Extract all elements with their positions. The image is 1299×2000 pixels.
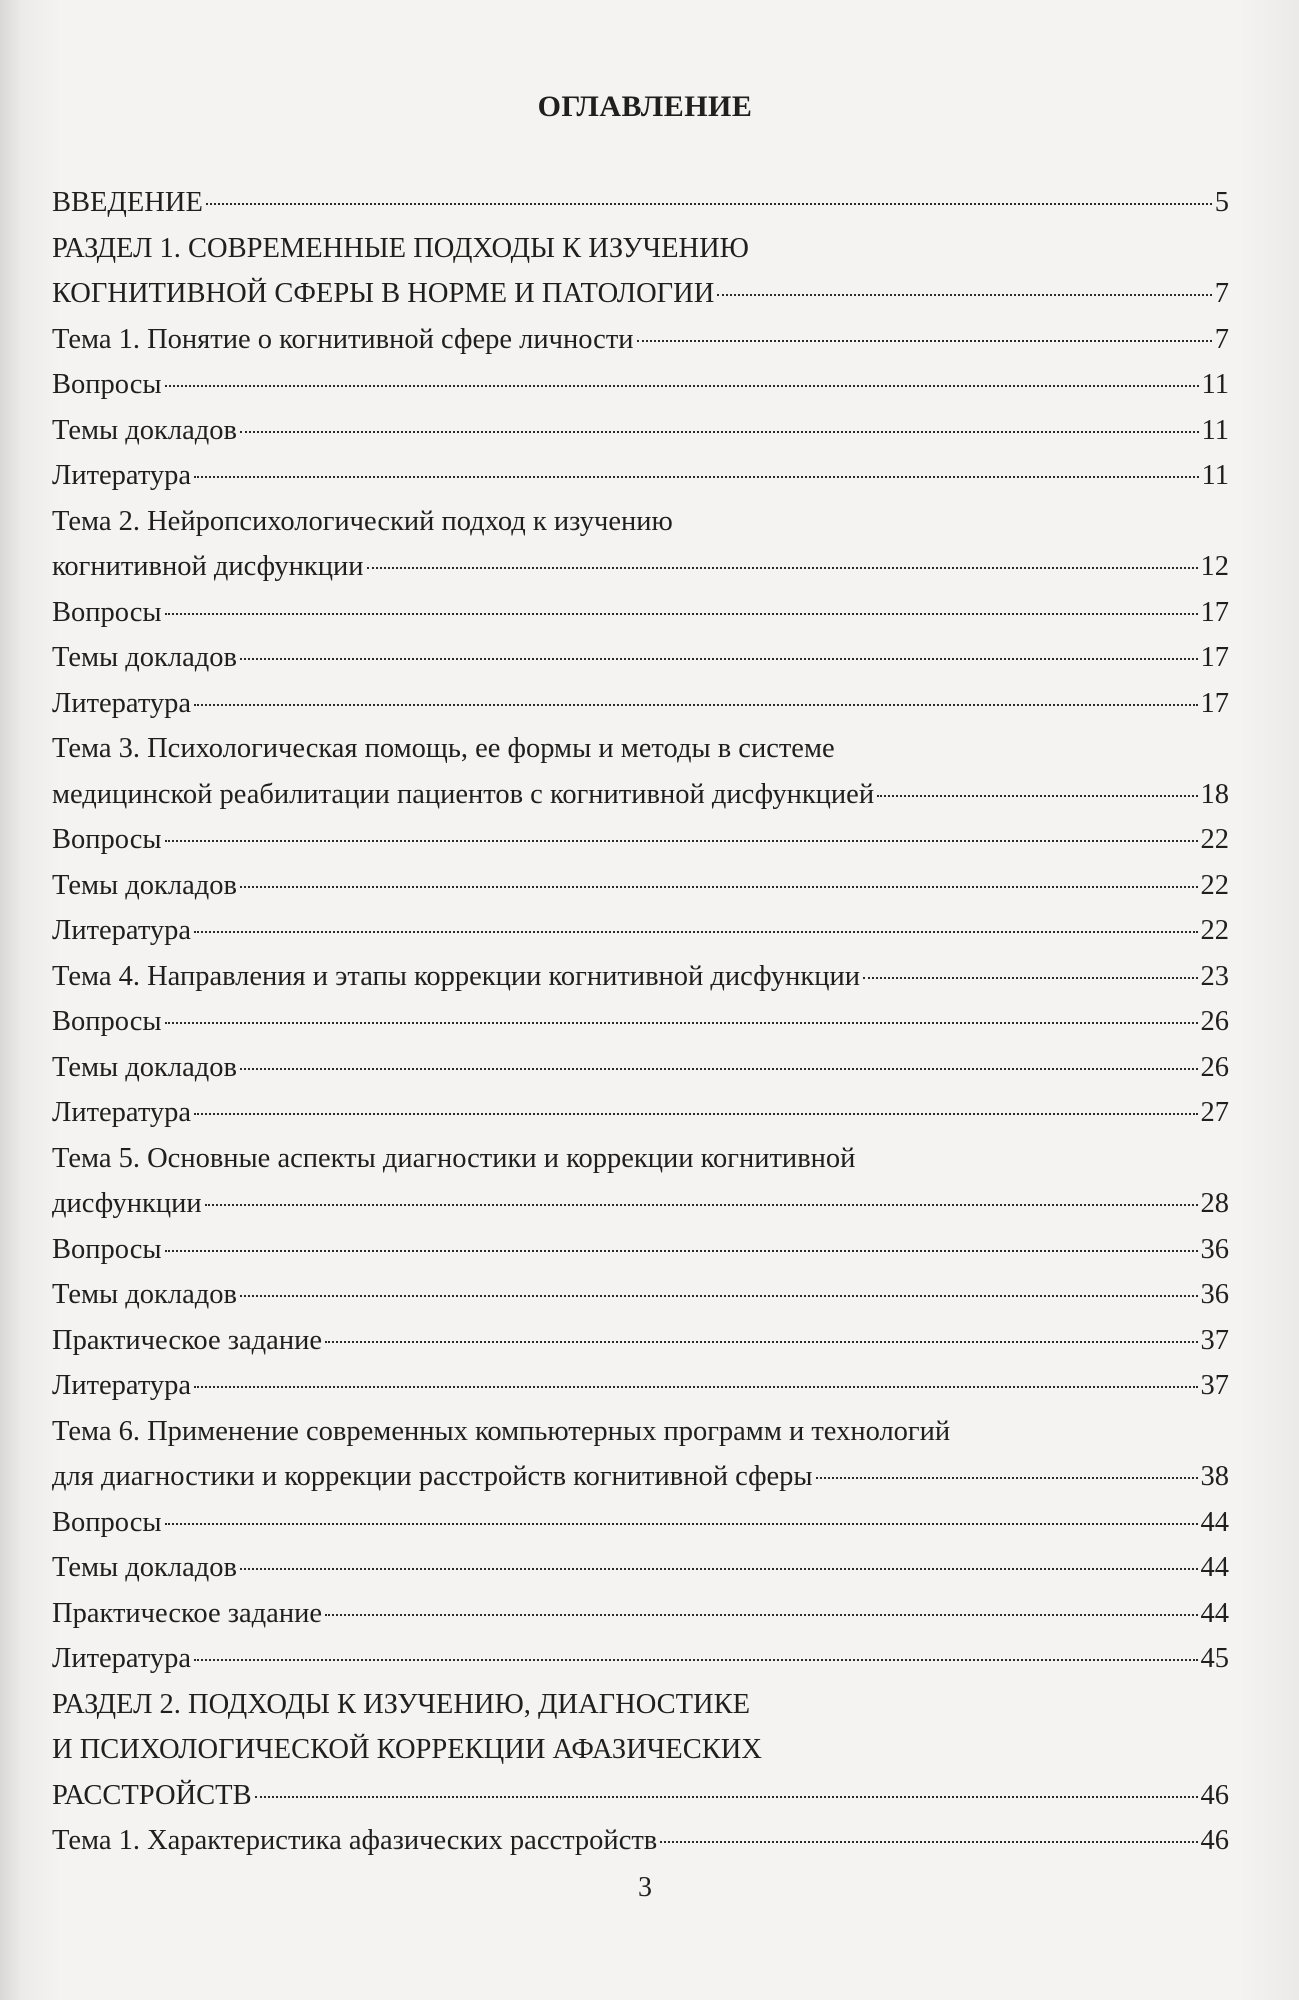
toc-entry bbox=[52, 863, 1229, 909]
toc-entry bbox=[52, 453, 1229, 499]
toc-entry-title: Литература bbox=[52, 460, 192, 491]
toc-entry-title: Темы докладов bbox=[52, 869, 237, 901]
toc-entry-title-line: Тема 6. Применение современных компьютерных программ и технологий bbox=[52, 1415, 951, 1447]
toc-entry-page: 11 bbox=[1201, 369, 1229, 400]
toc-entry-title-line: Тема 3. Психологическая помощь, ее формы и методы в системе bbox=[52, 733, 835, 764]
toc-entry bbox=[52, 408, 1229, 454]
toc-entry-title: РАССТРОЙСТВ bbox=[52, 1779, 252, 1811]
toc-entry-page: 27 bbox=[1200, 1097, 1229, 1128]
dot-leader bbox=[240, 1067, 1198, 1070]
toc-entry bbox=[52, 1090, 1229, 1136]
toc-entry-title: Темы докладов bbox=[52, 414, 237, 446]
dot-leader bbox=[206, 202, 1212, 205]
toc-entry-title-line: РАЗДЕЛ 2. ПОДХОДЫ К ИЗУЧЕНИЮ, ДИАГНОСТИКЕ bbox=[52, 1688, 751, 1720]
toc-entry-page: 44 bbox=[1200, 1597, 1229, 1629]
toc-entry-row bbox=[52, 1454, 1229, 1500]
toc-entry-page: 12 bbox=[1200, 551, 1229, 582]
toc-entry-page: 37 bbox=[1200, 1370, 1229, 1401]
toc-entry-page: 18 bbox=[1200, 778, 1229, 810]
toc-entry-page: 37 bbox=[1200, 1324, 1229, 1356]
dot-leader bbox=[165, 384, 1199, 387]
toc-entry-page: 17 bbox=[1200, 642, 1229, 673]
toc-entry-title: когнитивной дисфункции bbox=[52, 551, 364, 582]
toc-entry bbox=[52, 590, 1229, 636]
toc-entry-row bbox=[52, 1318, 1229, 1364]
toc-entry bbox=[52, 726, 1229, 817]
toc-entry bbox=[52, 635, 1229, 681]
toc-entry-page: 17 bbox=[1200, 596, 1229, 628]
toc-entry-page: 7 bbox=[1214, 323, 1229, 355]
toc-entry bbox=[52, 954, 1229, 1000]
toc-entry-title: Темы докладов bbox=[52, 1279, 237, 1310]
toc-entry-row bbox=[52, 1500, 1229, 1546]
toc-entry-row bbox=[52, 1818, 1229, 1864]
toc-entry bbox=[52, 681, 1229, 727]
toc-entry-row bbox=[52, 1181, 1229, 1227]
dot-leader bbox=[194, 930, 1197, 933]
toc-entry-page: 44 bbox=[1200, 1506, 1229, 1538]
toc-entry-title: Тема 1. Понятие о когнитивной сфере личности bbox=[52, 323, 634, 355]
toc-entry-row bbox=[52, 1090, 1229, 1136]
dot-leader bbox=[165, 1249, 1198, 1252]
dot-leader bbox=[255, 1795, 1198, 1798]
toc-entry-page: 46 bbox=[1200, 1825, 1229, 1856]
toc-entry-row bbox=[52, 954, 1229, 1000]
toc-entry-page: 22 bbox=[1200, 915, 1229, 946]
toc-entry-page: 22 bbox=[1200, 869, 1229, 901]
toc-entry-title-line: Тема 2. Нейропсихологический подход к изучению bbox=[52, 505, 673, 537]
toc-entry bbox=[52, 999, 1229, 1045]
toc-entry bbox=[52, 1682, 1229, 1819]
dot-leader bbox=[240, 885, 1198, 888]
toc-entry bbox=[52, 1045, 1229, 1091]
toc-entry bbox=[52, 180, 1229, 226]
toc-entry-page: 28 bbox=[1200, 1188, 1229, 1219]
toc-entry-title-line: Тема 5. Основные аспекты диагностики и коррекции когнитивной bbox=[52, 1142, 856, 1174]
toc-entry-row bbox=[52, 180, 1229, 226]
toc-entry-title: медицинской реабилитации пациентов с когнитивной дисфункцией bbox=[52, 778, 875, 810]
toc-entry-page: 26 bbox=[1200, 1006, 1229, 1037]
dot-leader bbox=[165, 839, 1198, 842]
toc-entry-title: Вопросы bbox=[52, 369, 162, 400]
dot-leader bbox=[194, 1112, 1197, 1115]
dot-leader bbox=[240, 657, 1198, 660]
toc-entry-page: 36 bbox=[1200, 1233, 1229, 1265]
toc-entry-title: Практическое задание bbox=[52, 1324, 322, 1356]
dot-leader bbox=[165, 1522, 1198, 1525]
dot-leader bbox=[194, 475, 1198, 478]
toc-entry-row bbox=[52, 1272, 1229, 1318]
toc-entry bbox=[52, 1136, 1229, 1227]
toc-entry-title: Вопросы bbox=[52, 596, 162, 628]
dot-leader bbox=[240, 430, 1199, 433]
toc-entry-row bbox=[52, 635, 1229, 681]
toc-entry-page: 5 bbox=[1214, 187, 1229, 218]
toc-entry-title: для диагностики и коррекции расстройств когнитивной сферы bbox=[52, 1461, 813, 1492]
dot-leader bbox=[165, 612, 1198, 615]
toc-entry-title: Вопросы bbox=[52, 1006, 162, 1037]
dot-leader bbox=[194, 1385, 1197, 1388]
toc-entry-title: КОГНИТИВНОЙ СФЕРЫ В НОРМЕ И ПАТОЛОГИИ bbox=[52, 278, 715, 309]
toc-entry-title: Тема 4. Направления и этапы коррекции когнитивной дисфункции bbox=[52, 960, 861, 992]
dot-leader bbox=[660, 1840, 1197, 1843]
toc-entry bbox=[52, 1636, 1229, 1682]
toc-entry-title: Вопросы bbox=[52, 1506, 162, 1538]
toc-entry-title: Темы докладов bbox=[52, 1552, 237, 1583]
toc-entry-title: Темы докладов bbox=[52, 1051, 237, 1083]
toc-entry bbox=[52, 499, 1229, 590]
toc-entry-row bbox=[52, 590, 1229, 636]
toc-entry bbox=[52, 1591, 1229, 1637]
toc-entry-title: ВВЕДЕНИЕ bbox=[52, 187, 203, 218]
toc-entry-page: 38 bbox=[1200, 1461, 1229, 1492]
toc-entry-row bbox=[52, 863, 1229, 909]
page-title: ОГЛАВЛЕНИЕ bbox=[537, 90, 753, 123]
toc-entry-title: Вопросы bbox=[52, 824, 162, 855]
dot-leader bbox=[877, 794, 1197, 797]
dot-leader bbox=[717, 293, 1211, 296]
toc-entry-row bbox=[52, 1636, 1229, 1682]
dot-leader bbox=[325, 1340, 1198, 1343]
toc-entry-title: Литература bbox=[52, 1643, 192, 1674]
toc-entry-page: 22 bbox=[1200, 824, 1229, 855]
toc-entry-page: 26 bbox=[1200, 1051, 1229, 1083]
toc-entry-row bbox=[52, 271, 1229, 317]
toc-entry-row bbox=[52, 1591, 1229, 1637]
toc-entry bbox=[52, 908, 1229, 954]
toc-entry-title: Темы докладов bbox=[52, 642, 237, 673]
dot-leader bbox=[863, 976, 1197, 979]
toc-entry bbox=[52, 1272, 1229, 1318]
dot-leader bbox=[194, 1658, 1197, 1661]
toc-entry bbox=[52, 1500, 1229, 1546]
toc-entry-title-line: И ПСИХОЛОГИЧЕСКОЙ КОРРЕКЦИИ АФАЗИЧЕСКИХ bbox=[52, 1734, 762, 1765]
toc-entry bbox=[52, 817, 1229, 863]
dot-leader bbox=[240, 1567, 1198, 1570]
toc-entry bbox=[52, 317, 1229, 363]
toc-entry-title: Литература bbox=[52, 687, 192, 719]
toc-entry bbox=[52, 1363, 1229, 1409]
toc-entry-page: 23 bbox=[1200, 960, 1229, 992]
toc-entry-row bbox=[52, 908, 1229, 954]
toc-entry-row bbox=[52, 817, 1229, 863]
toc-entry-row bbox=[52, 362, 1229, 408]
toc-entry-title: Литература bbox=[52, 1370, 192, 1401]
toc-entry bbox=[52, 1318, 1229, 1364]
toc-entry-row bbox=[52, 1545, 1229, 1591]
toc-entry-page: 44 bbox=[1200, 1552, 1229, 1583]
toc-entry-row bbox=[52, 772, 1229, 818]
toc-entry bbox=[52, 226, 1229, 317]
toc-entry-title: Практическое задание bbox=[52, 1597, 322, 1629]
toc-entry-row bbox=[52, 453, 1229, 499]
dot-leader bbox=[165, 1021, 1198, 1024]
toc-entry-row bbox=[52, 1773, 1229, 1819]
dot-leader bbox=[205, 1203, 1198, 1206]
toc-entry-title: дисфункции bbox=[52, 1188, 202, 1219]
toc-entry-page: 11 bbox=[1201, 414, 1229, 446]
toc-entry-row bbox=[52, 1363, 1229, 1409]
dot-leader bbox=[325, 1613, 1198, 1616]
toc-entry-row bbox=[52, 1227, 1229, 1273]
dot-leader bbox=[367, 566, 1198, 569]
toc-entry-page: 36 bbox=[1200, 1279, 1229, 1310]
toc-entry-page: 11 bbox=[1201, 460, 1229, 491]
toc-entry-row bbox=[52, 408, 1229, 454]
table-of-contents bbox=[52, 180, 1229, 1864]
toc-entry-title: Литература bbox=[52, 915, 192, 946]
dot-leader bbox=[816, 1476, 1198, 1479]
page-number: 3 bbox=[638, 1872, 652, 1903]
toc-entry-row bbox=[52, 999, 1229, 1045]
toc-entry-row bbox=[52, 681, 1229, 727]
dot-leader bbox=[240, 1294, 1198, 1297]
toc-entry bbox=[52, 1227, 1229, 1273]
toc-entry bbox=[52, 362, 1229, 408]
toc-entry-title: Вопросы bbox=[52, 1233, 162, 1265]
dot-leader bbox=[637, 339, 1212, 342]
toc-entry-page: 7 bbox=[1214, 278, 1229, 309]
toc-entry-page: 45 bbox=[1200, 1643, 1229, 1674]
toc-entry-page: 17 bbox=[1200, 687, 1229, 719]
toc-entry-row bbox=[52, 544, 1229, 590]
toc-entry-title: Литература bbox=[52, 1097, 192, 1128]
toc-entry bbox=[52, 1818, 1229, 1864]
toc-entry-row bbox=[52, 1045, 1229, 1091]
dot-leader bbox=[194, 703, 1197, 706]
toc-entry-title-line: РАЗДЕЛ 1. СОВРЕМЕННЫЕ ПОДХОДЫ К ИЗУЧЕНИЮ bbox=[52, 232, 749, 264]
toc-entry-page: 46 bbox=[1200, 1779, 1229, 1811]
toc-entry bbox=[52, 1409, 1229, 1500]
toc-entry-row bbox=[52, 317, 1229, 363]
toc-entry-title: Тема 1. Характеристика афазических расстройств bbox=[52, 1825, 658, 1856]
toc-entry bbox=[52, 1545, 1229, 1591]
